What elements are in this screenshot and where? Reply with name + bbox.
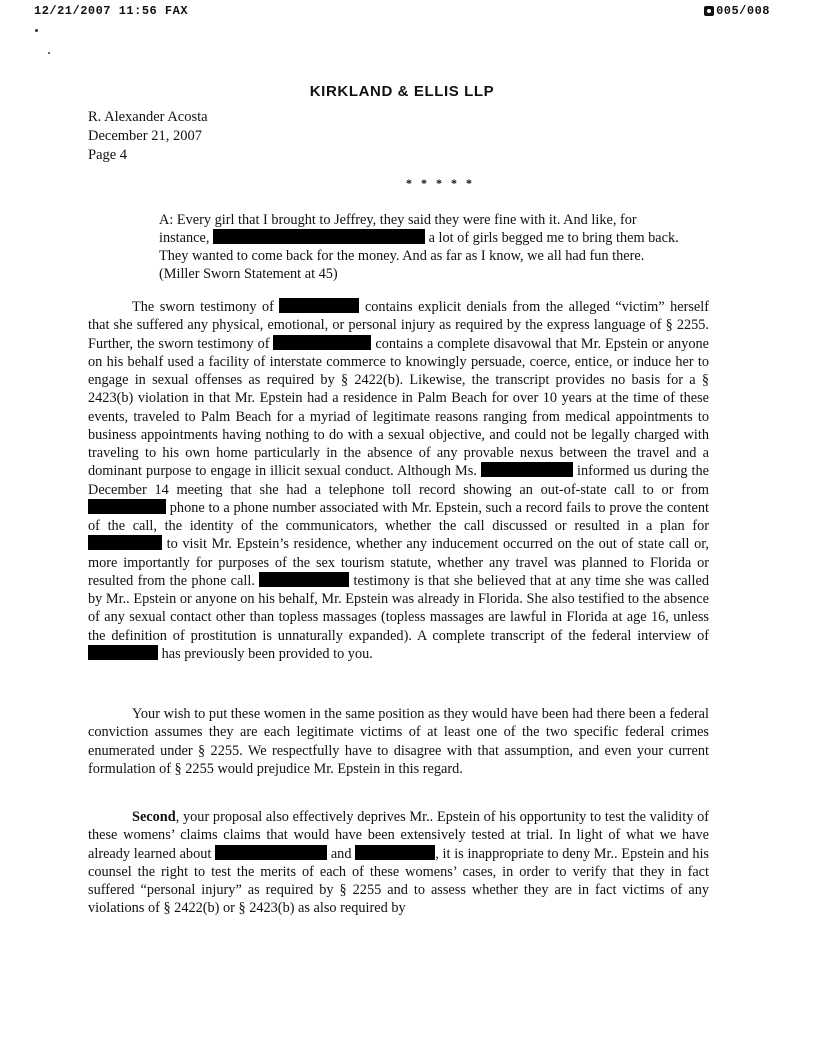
firm-name-text: KIRKLAND & ELLIS LLP xyxy=(309,83,495,100)
quote-text: a lot of girls begged me to bring them back. xyxy=(428,230,679,246)
fax-page-number: 005/008 xyxy=(716,4,770,18)
scan-speck xyxy=(48,52,50,54)
quote-line: They wanted to come back for the money. And as far as I know, we all had fun there. xyxy=(159,248,645,264)
quote-line: A: Every girl that I brought to Jeffrey, they said they were fine with it. And like, for xyxy=(159,212,637,228)
paragraph-text: testimony is that she believed that at any time she was called by Mr.. Epstein or anyone on his behalf, Mr. Epstein was already in Florida. She also testified to the absence of any sexual contact other than topless massages (topless massages are lawful in Florida at age 16, unless the definition of prostitution is unnaturally expanded). A complete transcript of the federal interview of xyxy=(88,572,709,644)
redaction-bar xyxy=(88,645,158,660)
redaction-bar xyxy=(481,462,573,477)
address-block xyxy=(88,108,208,165)
redaction-bar xyxy=(279,298,359,313)
redaction-bar xyxy=(88,535,162,550)
paragraph-text: , it is inappropriate to deny Mr.. Epstein and his counsel the right to test the merits of each of these womens’ cases, in order to verify that they in fact suffered “personal injury” as required by § 2255 and to assess whether they are in fact victims of any violations of § 2422(b) or § 2423(b) as also required by xyxy=(88,845,709,917)
fax-page-icon xyxy=(704,6,714,16)
body-paragraph xyxy=(88,808,709,918)
redaction-bar xyxy=(215,845,327,860)
block-quote xyxy=(159,211,707,283)
quote-citation: (Miller Sworn Statement at 45) xyxy=(159,266,338,282)
recipient-name: R. Alexander Acosta xyxy=(88,109,208,125)
paragraph-text: contains explicit denials from the alleged “victim” herself that she suffered any physical, emotional, or personal injury as required by the express language of § 2255. Further, the sworn testimony of xyxy=(88,299,710,352)
paragraph-lead-word: Second xyxy=(132,809,176,825)
paragraph-text: contains a complete disavowal that Mr. Epstein or anyone on his behalf used a facility of interstate commerce to knowingly persuade, coerce, entice, or induce her to engage in sexual offenses as required by § 2422(b). Likewise, the transcript provides no basis for a § 2423(b) violation in that Mr. Epstein had a residence in Palm Beach for over 10 years at the time of these events, traveled to Palm Beach for a myriad of legitimate reasons ranging from medical appointments to business appointments having nothing to do with a sexual objective, and could not be legally charged with traveling to his own home particularly in the absence of any provable nexus between the travel and a dominant purpose to engage in illicit sexual conduct. Although Ms. xyxy=(88,335,709,480)
redaction-bar xyxy=(259,572,349,587)
body-paragraph: Your wish to put these women in the same position as they would have been had there been a federal conviction assumes they are each legitimate victims of at least one of the two specific federal crimes enumerated under § 2255. We respectfully have to disagree with that assumption, and even your current formulation of § 2255 would prejudice Mr. Epstein in this regard. xyxy=(88,706,709,777)
page-number: Page 4 xyxy=(88,147,128,163)
paragraph-text: informed us during the December 14 meeting that she had a telephone toll record showing an out-of-state call to or from xyxy=(88,463,710,498)
body-paragraph xyxy=(88,298,709,663)
scan-speck xyxy=(35,29,38,32)
paragraph-text: The sworn testimony of xyxy=(132,299,274,315)
quote-line xyxy=(159,229,707,247)
section-separator: * * * * * xyxy=(406,176,475,190)
fax-page-indicator xyxy=(704,4,770,18)
fax-timestamp: 12/21/2007 11:56 FAX xyxy=(34,4,189,18)
letterhead-firm-name xyxy=(0,83,816,100)
letter-date: December 21, 2007 xyxy=(88,128,202,144)
paragraph-text: to visit Mr. Epstein’s residence, whether any inducement occurred on the out of state call or, more importantly for purposes of the sex tourism statute, whether any travel was planned to Florida or resulted from the phone call. xyxy=(88,536,709,589)
redaction-bar xyxy=(213,229,425,244)
quote-text: instance, xyxy=(159,230,210,246)
paragraph-text: has previously been provided to you. xyxy=(161,645,373,662)
paragraph-text: phone to a phone number associated with Mr. Epstein, such a record fails to prove the content of the call, the identity of the communicators, whether the call discussed or resulted in a plan for xyxy=(88,499,709,534)
paragraph-text: , your proposal also effectively deprives Mr.. Epstein of his opportunity to test the validity of these womens’ claims claims that would have been extensively tested at trial. In light of what we have already learned about xyxy=(88,809,709,862)
paragraph-text: and xyxy=(330,845,352,862)
redaction-bar xyxy=(273,335,371,350)
redaction-bar xyxy=(355,845,435,860)
redaction-bar xyxy=(88,499,166,514)
